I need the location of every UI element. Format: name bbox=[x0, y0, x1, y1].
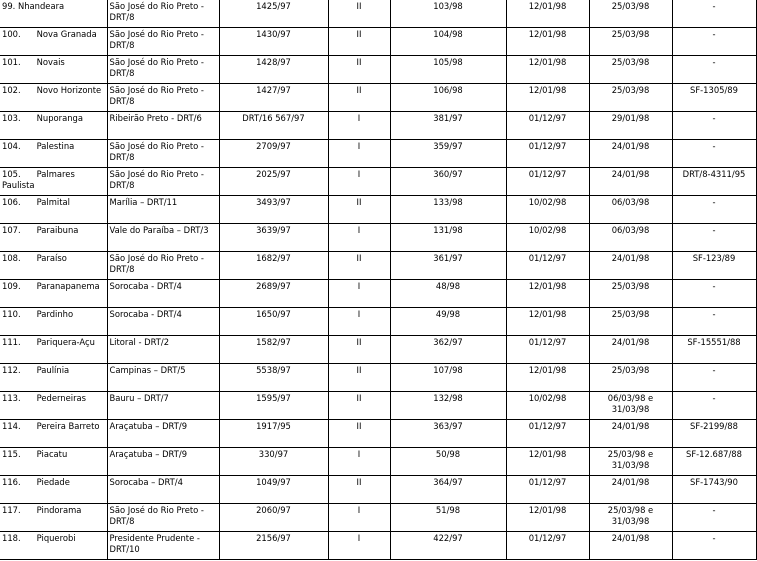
date-cell: 24/01/98 bbox=[589, 420, 672, 448]
date-cell: 10/02/98 bbox=[506, 196, 589, 224]
tipo-cell: I bbox=[328, 448, 390, 476]
date-cell: 01/12/97 bbox=[506, 140, 589, 168]
regional-cell: São José do Rio Preto - DRT/8 bbox=[107, 28, 219, 56]
tipo-cell: II bbox=[328, 56, 390, 84]
obs-cell: - bbox=[672, 532, 756, 560]
processo-cell: 3493/97 bbox=[219, 196, 328, 224]
tipo-cell: II bbox=[328, 196, 390, 224]
date-cell: 12/01/98 bbox=[506, 56, 589, 84]
processo-cell: 2025/97 bbox=[219, 168, 328, 196]
tipo-cell: I bbox=[328, 140, 390, 168]
date-cell: 24/01/98 bbox=[589, 140, 672, 168]
date-cell: 12/01/98 bbox=[506, 448, 589, 476]
processo-cell: 1682/97 bbox=[219, 252, 328, 280]
obs-cell: - bbox=[672, 0, 756, 28]
obs-cell: - bbox=[672, 280, 756, 308]
table-row bbox=[0, 28, 756, 56]
regional-cell: São José do Rio Preto - DRT/8 bbox=[107, 56, 219, 84]
date-cell: 25/03/98 bbox=[589, 280, 672, 308]
numero-cell: 362/97 bbox=[390, 336, 506, 364]
numero-cell: 103/98 bbox=[390, 0, 506, 28]
municipio-cell: 118. Piquerobi bbox=[0, 532, 107, 560]
tipo-cell: I bbox=[328, 308, 390, 336]
municipio-cell: 105. Palmares Paulista bbox=[0, 168, 107, 196]
table-row bbox=[0, 392, 756, 420]
regional-cell: Sorocaba - DRT/4 bbox=[107, 280, 219, 308]
regional-cell: Litoral - DRT/2 bbox=[107, 336, 219, 364]
numero-cell: 107/98 bbox=[390, 364, 506, 392]
processo-cell: 1650/97 bbox=[219, 308, 328, 336]
regional-cell: Sorocaba - DRT/4 bbox=[107, 308, 219, 336]
processo-cell: 2709/97 bbox=[219, 140, 328, 168]
municipio-cell: 104. Palestina bbox=[0, 140, 107, 168]
table-row bbox=[0, 336, 756, 364]
numero-cell: 131/98 bbox=[390, 224, 506, 252]
tipo-cell: II bbox=[328, 28, 390, 56]
obs-cell: SF-15551/88 bbox=[672, 336, 756, 364]
tipo-cell: II bbox=[328, 364, 390, 392]
numero-cell: 104/98 bbox=[390, 28, 506, 56]
regional-cell: Ribeirão Preto - DRT/6 bbox=[107, 112, 219, 140]
obs-cell: - bbox=[672, 140, 756, 168]
obs-cell: - bbox=[672, 504, 756, 532]
date-cell: 12/01/98 bbox=[506, 84, 589, 112]
date-cell: 12/01/98 bbox=[506, 0, 589, 28]
processo-cell: 1425/97 bbox=[219, 0, 328, 28]
municipio-cell: 111. Pariquera-Açu bbox=[0, 336, 107, 364]
processo-cell: 1427/97 bbox=[219, 84, 328, 112]
date-cell: 01/12/97 bbox=[506, 252, 589, 280]
municipio-cell: 115. Piacatu bbox=[0, 448, 107, 476]
tipo-cell: II bbox=[328, 252, 390, 280]
tipo-cell: II bbox=[328, 476, 390, 504]
processo-cell: 1428/97 bbox=[219, 56, 328, 84]
table-row bbox=[0, 112, 756, 140]
date-cell: 12/01/98 bbox=[506, 308, 589, 336]
numero-cell: 105/98 bbox=[390, 56, 506, 84]
obs-cell: SF-2199/88 bbox=[672, 420, 756, 448]
obs-cell: - bbox=[672, 308, 756, 336]
date-cell: 25/03/98 e 31/03/98 bbox=[589, 448, 672, 476]
table-row bbox=[0, 532, 756, 560]
table-row bbox=[0, 56, 756, 84]
date-cell: 06/03/98 e 31/03/98 bbox=[589, 392, 672, 420]
date-cell: 25/03/98 bbox=[589, 364, 672, 392]
regional-cell: Araçatuba – DRT/9 bbox=[107, 448, 219, 476]
date-cell: 25/03/98 bbox=[589, 28, 672, 56]
tipo-cell: II bbox=[328, 420, 390, 448]
date-cell: 12/01/98 bbox=[506, 280, 589, 308]
regional-cell: São José do Rio Preto - DRT/8 bbox=[107, 84, 219, 112]
tipo-cell: II bbox=[328, 392, 390, 420]
obs-cell: SF-12.687/88 bbox=[672, 448, 756, 476]
numero-cell: 49/98 bbox=[390, 308, 506, 336]
table-row bbox=[0, 420, 756, 448]
date-cell: 01/12/97 bbox=[506, 168, 589, 196]
regional-cell: São José do Rio Preto - DRT/8 bbox=[107, 504, 219, 532]
table-row bbox=[0, 224, 756, 252]
municipio-cell: 117. Pindorama bbox=[0, 504, 107, 532]
table-row bbox=[0, 308, 756, 336]
tipo-cell: I bbox=[328, 280, 390, 308]
regional-cell: São José do Rio Preto - DRT/8 bbox=[107, 140, 219, 168]
date-cell: 29/01/98 bbox=[589, 112, 672, 140]
obs-cell: - bbox=[672, 364, 756, 392]
date-cell: 06/03/98 bbox=[589, 196, 672, 224]
municipio-cell: 100. Nova Granada bbox=[0, 28, 107, 56]
obs-cell: - bbox=[672, 56, 756, 84]
date-cell: 25/03/98 e 31/03/98 bbox=[589, 504, 672, 532]
date-cell: 01/12/97 bbox=[506, 112, 589, 140]
obs-cell: SF-1305/89 bbox=[672, 84, 756, 112]
table-row bbox=[0, 140, 756, 168]
municipio-cell: 116. Piedade bbox=[0, 476, 107, 504]
date-cell: 24/01/98 bbox=[589, 252, 672, 280]
numero-cell: 422/97 bbox=[390, 532, 506, 560]
table-row bbox=[0, 252, 756, 280]
numero-cell: 363/97 bbox=[390, 420, 506, 448]
municipio-cell: 109. Paranapanema bbox=[0, 280, 107, 308]
table-row bbox=[0, 0, 756, 28]
numero-cell: 359/97 bbox=[390, 140, 506, 168]
obs-cell: - bbox=[672, 28, 756, 56]
municipio-cell: 106. Palmital bbox=[0, 196, 107, 224]
processo-cell: 1430/97 bbox=[219, 28, 328, 56]
municipio-cell: 99. Nhandeara bbox=[0, 0, 107, 28]
obs-cell: - bbox=[672, 224, 756, 252]
obs-cell: SF-1743/90 bbox=[672, 476, 756, 504]
date-cell: 01/12/97 bbox=[506, 476, 589, 504]
obs-cell: SF-123/89 bbox=[672, 252, 756, 280]
date-cell: 01/12/97 bbox=[506, 336, 589, 364]
table-row bbox=[0, 280, 756, 308]
date-cell: 24/01/98 bbox=[589, 476, 672, 504]
date-cell: 24/01/98 bbox=[589, 336, 672, 364]
table-row bbox=[0, 476, 756, 504]
processo-cell: 330/97 bbox=[219, 448, 328, 476]
tipo-cell: I bbox=[328, 224, 390, 252]
date-cell: 12/01/98 bbox=[506, 28, 589, 56]
processo-cell: 2156/97 bbox=[219, 532, 328, 560]
numero-cell: 132/98 bbox=[390, 392, 506, 420]
processo-cell: 2060/97 bbox=[219, 504, 328, 532]
tipo-cell: II bbox=[328, 0, 390, 28]
municipio-cell: 101. Novais bbox=[0, 56, 107, 84]
numero-cell: 51/98 bbox=[390, 504, 506, 532]
municipio-cell: 114. Pereira Barreto bbox=[0, 420, 107, 448]
date-cell: 25/03/98 bbox=[589, 56, 672, 84]
processo-cell: 5538/97 bbox=[219, 364, 328, 392]
date-cell: 10/02/98 bbox=[506, 392, 589, 420]
date-cell: 12/01/98 bbox=[506, 504, 589, 532]
municipio-cell: 110. Pardinho bbox=[0, 308, 107, 336]
numero-cell: 364/97 bbox=[390, 476, 506, 504]
tipo-cell: II bbox=[328, 84, 390, 112]
regional-cell: São José do Rio Preto - DRT/8 bbox=[107, 0, 219, 28]
table-row bbox=[0, 196, 756, 224]
municipio-cell: 103. Nuporanga bbox=[0, 112, 107, 140]
numero-cell: 381/97 bbox=[390, 112, 506, 140]
regional-cell: Sorocaba – DRT/4 bbox=[107, 476, 219, 504]
date-cell: 10/02/98 bbox=[506, 224, 589, 252]
numero-cell: 361/97 bbox=[390, 252, 506, 280]
regional-cell: Araçatuba – DRT/9 bbox=[107, 420, 219, 448]
regional-cell: Marília – DRT/11 bbox=[107, 196, 219, 224]
date-cell: 24/01/98 bbox=[589, 532, 672, 560]
regional-cell: Campinas – DRT/5 bbox=[107, 364, 219, 392]
municipio-cell: 113. Pederneiras bbox=[0, 392, 107, 420]
obs-cell: DRT/8-4311/95 bbox=[672, 168, 756, 196]
processo-cell: 1917/95 bbox=[219, 420, 328, 448]
tipo-cell: I bbox=[328, 112, 390, 140]
regional-cell: Vale do Paraíba – DRT/3 bbox=[107, 224, 219, 252]
tipo-cell: I bbox=[328, 504, 390, 532]
date-cell: 01/12/97 bbox=[506, 532, 589, 560]
table-row bbox=[0, 364, 756, 392]
processo-cell: 1595/97 bbox=[219, 392, 328, 420]
date-cell: 25/03/98 bbox=[589, 308, 672, 336]
obs-cell: - bbox=[672, 392, 756, 420]
numero-cell: 106/98 bbox=[390, 84, 506, 112]
obs-cell: - bbox=[672, 112, 756, 140]
table-row bbox=[0, 84, 756, 112]
tipo-cell: II bbox=[328, 336, 390, 364]
regional-cell: Bauru – DRT/7 bbox=[107, 392, 219, 420]
regional-cell: Presidente Prudente - DRT/10 bbox=[107, 532, 219, 560]
table-row bbox=[0, 504, 756, 532]
numero-cell: 133/98 bbox=[390, 196, 506, 224]
tipo-cell: I bbox=[328, 168, 390, 196]
obs-cell: - bbox=[672, 196, 756, 224]
date-cell: 24/01/98 bbox=[589, 168, 672, 196]
processo-cell: 1582/97 bbox=[219, 336, 328, 364]
numero-cell: 360/97 bbox=[390, 168, 506, 196]
date-cell: 12/01/98 bbox=[506, 364, 589, 392]
numero-cell: 50/98 bbox=[390, 448, 506, 476]
numero-cell: 48/98 bbox=[390, 280, 506, 308]
processo-cell: 1049/97 bbox=[219, 476, 328, 504]
processo-cell: 3639/97 bbox=[219, 224, 328, 252]
date-cell: 25/03/98 bbox=[589, 0, 672, 28]
table-row bbox=[0, 168, 756, 196]
regional-cell: São José do Rio Preto - DRT/8 bbox=[107, 252, 219, 280]
date-cell: 25/03/98 bbox=[589, 84, 672, 112]
municipio-cell: 112. Paulínia bbox=[0, 364, 107, 392]
municipio-cell: 107. Paraibuna bbox=[0, 224, 107, 252]
regional-cell: São José do Rio Preto - DRT/8 bbox=[107, 168, 219, 196]
date-cell: 06/03/98 bbox=[589, 224, 672, 252]
municipio-cell: 108. Paraíso bbox=[0, 252, 107, 280]
municipio-cell: 102. Novo Horizonte bbox=[0, 84, 107, 112]
processo-cell: 2689/97 bbox=[219, 280, 328, 308]
table-row bbox=[0, 448, 756, 476]
date-cell: 01/12/97 bbox=[506, 420, 589, 448]
processo-cell: DRT/16 567/97 bbox=[219, 112, 328, 140]
tipo-cell: I bbox=[328, 532, 390, 560]
